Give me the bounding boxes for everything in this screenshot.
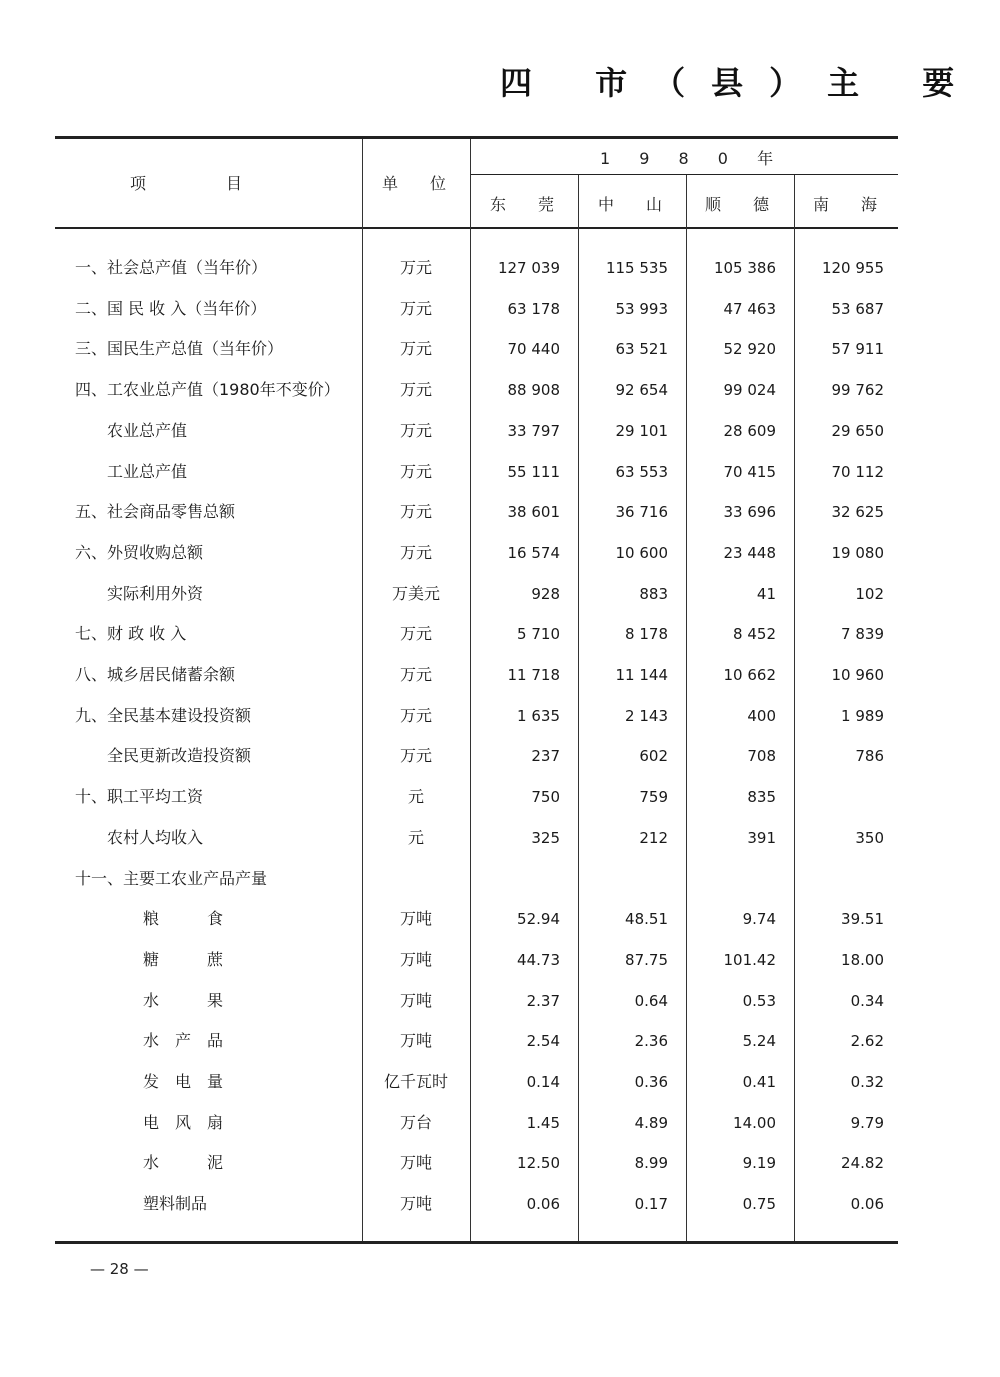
row-label: 塑料制品 xyxy=(143,1194,208,1214)
row-label: 水 产 品 xyxy=(143,1031,224,1051)
value-cell: 5.24 xyxy=(742,1032,776,1051)
row-label: 九、全民基本建设投资额 xyxy=(75,705,252,725)
value-cell: 63 553 xyxy=(615,462,668,481)
table-row xyxy=(0,1062,1000,1102)
value-cell: 786 xyxy=(855,747,884,766)
value-cell: 10 662 xyxy=(723,666,776,684)
row-unit: 万元 xyxy=(399,705,432,725)
value-cell: 759 xyxy=(639,788,668,807)
header-bottom-rule xyxy=(55,227,898,229)
value-cell: 2 143 xyxy=(625,706,668,725)
table-row xyxy=(0,574,1000,614)
row-label: 发 电 量 xyxy=(143,1072,224,1091)
value-cell: 28 609 xyxy=(723,421,776,440)
value-cell: 0.41 xyxy=(742,1073,776,1091)
row-label: 农业总产值 xyxy=(107,420,188,440)
row-label: 实际利用外资 xyxy=(107,583,204,603)
value-cell: 0.17 xyxy=(634,1195,668,1214)
value-cell: 4.89 xyxy=(634,1113,668,1132)
value-cell: 52.94 xyxy=(517,910,560,929)
row-label: 一、社会总产值（当年价） xyxy=(75,258,268,277)
year-header: 1 9 8 0 年 xyxy=(600,149,786,168)
table-row xyxy=(0,981,1000,1021)
page-number: — 28 — xyxy=(90,1260,149,1278)
value-cell: 1 989 xyxy=(841,706,884,725)
table-row xyxy=(0,329,1000,369)
value-cell: 835 xyxy=(747,788,776,807)
value-cell: 16 574 xyxy=(507,543,560,562)
value-cell: 1.45 xyxy=(526,1113,560,1132)
value-cell: 602 xyxy=(639,747,668,766)
value-cell: 19 080 xyxy=(831,543,884,562)
table-row xyxy=(0,614,1000,654)
value-cell: 63 178 xyxy=(507,299,560,318)
value-cell: 63 521 xyxy=(615,340,668,359)
value-cell: 708 xyxy=(747,747,776,766)
value-cell: 33 696 xyxy=(723,503,776,522)
value-cell: 2.62 xyxy=(850,1032,884,1051)
value-cell: 55 111 xyxy=(507,462,560,481)
row-label: 七、财 政 收 入 xyxy=(75,624,187,644)
row-label: 十、职工平均工资 xyxy=(75,787,204,807)
value-cell: 70 415 xyxy=(723,462,776,481)
value-cell: 5 710 xyxy=(517,625,560,644)
row-unit: 万元 xyxy=(399,420,432,440)
row-label: 水 果 xyxy=(143,990,224,1010)
value-cell: 105 386 xyxy=(713,259,776,277)
row-unit: 万元 xyxy=(399,298,432,318)
value-cell: 212 xyxy=(639,828,668,847)
value-cell: 36 716 xyxy=(615,503,668,522)
value-cell: 99 762 xyxy=(831,381,884,400)
value-cell: 0.14 xyxy=(526,1073,560,1091)
row-label: 二、国 民 收 入（当年价） xyxy=(75,298,267,318)
item-column-header: 项 目 xyxy=(130,174,243,193)
row-label: 水 泥 xyxy=(143,1153,224,1173)
value-cell: 99 024 xyxy=(723,381,776,400)
value-cell: 32 625 xyxy=(831,503,884,522)
table-row xyxy=(0,696,1000,736)
table-row xyxy=(0,736,1000,776)
year-header-rule xyxy=(470,174,898,175)
row-unit: 亿千瓦时 xyxy=(383,1072,448,1091)
value-cell: 57 911 xyxy=(831,340,884,359)
value-cell: 70 440 xyxy=(507,340,560,359)
table-row xyxy=(0,289,1000,329)
value-cell: 1 635 xyxy=(517,706,560,725)
table-row xyxy=(0,859,1000,899)
value-cell: 0.75 xyxy=(742,1195,776,1214)
value-cell: 10 960 xyxy=(831,666,884,684)
row-unit: 万吨 xyxy=(399,949,432,969)
value-cell: 0.34 xyxy=(850,991,884,1010)
page-title: 四 市（县）主 要 xyxy=(500,64,981,102)
value-cell: 350 xyxy=(855,828,884,847)
value-cell: 11 144 xyxy=(615,666,668,684)
row-label: 八、城乡居民储蓄余额 xyxy=(75,665,236,684)
value-cell: 0.64 xyxy=(634,991,668,1010)
value-cell: 12.50 xyxy=(517,1154,560,1173)
value-cell: 750 xyxy=(531,788,560,807)
value-cell: 10 600 xyxy=(615,543,668,562)
value-cell: 38 601 xyxy=(507,503,560,522)
row-unit: 万美元 xyxy=(391,583,440,603)
value-cell: 8 452 xyxy=(733,625,776,644)
value-cell: 24.82 xyxy=(841,1154,884,1173)
row-unit: 万元 xyxy=(399,502,432,522)
row-unit: 万元 xyxy=(399,258,432,277)
value-cell: 53 993 xyxy=(615,299,668,318)
table-row xyxy=(0,1184,1000,1224)
row-label: 农村人均收入 xyxy=(107,827,204,847)
value-cell: 120 955 xyxy=(821,259,884,277)
row-label: 六、外贸收购总额 xyxy=(75,542,204,562)
table-row xyxy=(0,411,1000,451)
value-cell: 39.51 xyxy=(841,910,884,929)
value-cell: 8.99 xyxy=(634,1154,668,1173)
value-cell: 9.19 xyxy=(742,1154,776,1173)
value-cell: 237 xyxy=(531,747,560,766)
value-cell: 9.79 xyxy=(850,1113,884,1132)
row-label: 十一、主要工农业产品产量 xyxy=(75,868,268,888)
table-row xyxy=(0,899,1000,939)
table-row xyxy=(0,818,1000,858)
value-cell: 0.53 xyxy=(742,991,776,1010)
value-cell: 48.51 xyxy=(625,910,668,929)
value-cell: 41 xyxy=(756,584,776,603)
value-cell: 44.73 xyxy=(517,950,560,969)
row-unit: 万吨 xyxy=(399,990,432,1010)
city-header-dongguan: 东 莞 xyxy=(490,195,555,214)
value-cell: 102 xyxy=(855,584,884,603)
value-cell: 88 908 xyxy=(507,381,560,400)
value-cell: 29 650 xyxy=(831,421,884,440)
table-row xyxy=(0,655,1000,695)
value-cell: 391 xyxy=(747,828,776,847)
row-label: 工业总产值 xyxy=(107,461,188,481)
row-label: 粮 食 xyxy=(143,909,224,929)
value-cell: 101.42 xyxy=(723,950,776,969)
value-cell: 87.75 xyxy=(625,950,668,969)
value-cell: 2.54 xyxy=(526,1032,560,1051)
row-label: 五、社会商品零售总额 xyxy=(75,502,236,522)
value-cell: 0.06 xyxy=(526,1195,560,1214)
row-unit: 万吨 xyxy=(399,1194,432,1214)
value-cell: 400 xyxy=(747,706,776,725)
row-unit: 万元 xyxy=(399,461,432,481)
row-unit: 万元 xyxy=(399,624,432,644)
table-row xyxy=(0,1103,1000,1143)
value-cell: 0.06 xyxy=(850,1195,884,1214)
row-label: 电 风 扇 xyxy=(143,1112,224,1132)
table-row xyxy=(0,533,1000,573)
table-row xyxy=(0,492,1000,532)
row-label: 全民更新改造投资额 xyxy=(107,746,252,766)
value-cell: 2.36 xyxy=(634,1032,668,1051)
value-cell: 23 448 xyxy=(723,543,776,562)
value-cell: 8 178 xyxy=(625,625,668,644)
table-row xyxy=(0,452,1000,492)
city-header-shunde: 顺 德 xyxy=(705,195,770,214)
value-cell: 11 718 xyxy=(507,666,560,684)
row-label: 糖 蔗 xyxy=(143,949,224,969)
value-cell: 52 920 xyxy=(723,340,776,359)
value-cell: 0.36 xyxy=(634,1073,668,1091)
value-cell: 92 654 xyxy=(615,381,668,400)
value-cell: 53 687 xyxy=(831,299,884,318)
row-unit: 万元 xyxy=(399,665,432,684)
table-row xyxy=(0,777,1000,817)
table-row xyxy=(0,370,1000,410)
table-row xyxy=(0,1021,1000,1061)
value-cell: 928 xyxy=(531,584,560,603)
row-unit: 元 xyxy=(407,787,424,807)
value-cell: 33 797 xyxy=(507,421,560,440)
value-cell: 29 101 xyxy=(615,421,668,440)
row-unit: 万元 xyxy=(399,746,432,766)
row-unit: 元 xyxy=(407,827,424,847)
value-cell: 7 839 xyxy=(841,625,884,644)
value-cell: 9.74 xyxy=(742,910,776,929)
table-row xyxy=(0,1143,1000,1183)
row-unit: 万吨 xyxy=(399,1031,432,1051)
table-row xyxy=(0,940,1000,980)
value-cell: 127 039 xyxy=(497,259,560,277)
value-cell: 14.00 xyxy=(733,1113,776,1132)
row-label: 四、工农业总产值（1980年不变价） xyxy=(75,380,340,400)
row-unit: 万元 xyxy=(399,542,432,562)
unit-column-header: 单 位 xyxy=(382,174,447,193)
value-cell: 18.00 xyxy=(841,950,884,969)
row-unit: 万元 xyxy=(399,380,432,400)
value-cell: 325 xyxy=(531,828,560,847)
table-bottom-rule xyxy=(55,1241,898,1244)
value-cell: 47 463 xyxy=(723,299,776,318)
row-unit: 万吨 xyxy=(399,909,432,929)
row-unit: 万吨 xyxy=(399,1153,432,1173)
row-unit: 万台 xyxy=(399,1112,432,1132)
city-header-nanhai: 南 海 xyxy=(813,195,878,214)
value-cell: 0.32 xyxy=(850,1073,884,1091)
row-unit: 万元 xyxy=(399,339,432,359)
value-cell: 70 112 xyxy=(831,462,884,481)
table-row xyxy=(0,248,1000,288)
value-cell: 2.37 xyxy=(526,991,560,1010)
value-cell: 115 535 xyxy=(605,259,668,277)
table-top-rule xyxy=(55,136,898,139)
row-label: 三、国民生产总值（当年价） xyxy=(75,339,284,359)
value-cell: 883 xyxy=(639,584,668,603)
city-header-zhongshan: 中 山 xyxy=(598,195,663,214)
